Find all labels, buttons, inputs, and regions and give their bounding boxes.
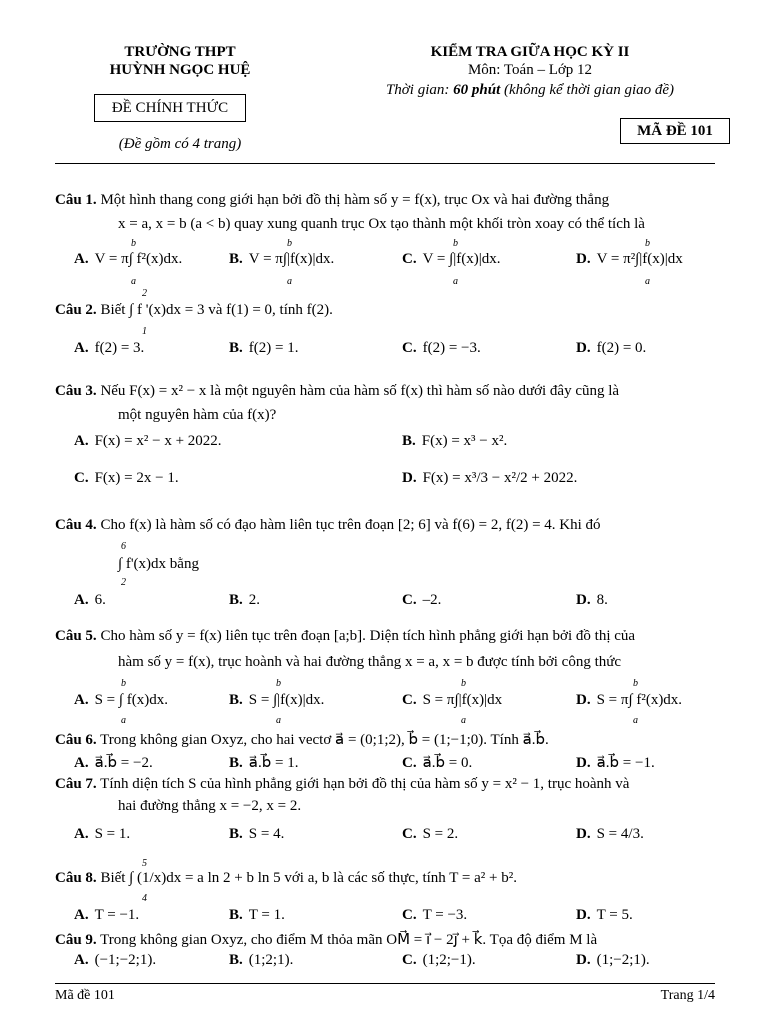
q5-d-upper-limit: b [633, 678, 638, 689]
question-2-label: Câu 2. [55, 302, 97, 318]
q2-option-a: A. f(2) = 3. [74, 340, 145, 356]
question-5 [55, 628, 635, 645]
q5-b-upper-limit: b [276, 678, 281, 689]
question-9-label: Câu 9. [55, 932, 97, 948]
question-7-text-line1: Tính diện tích S của hình phẳng giới hạn bởi đồ thị của hàm số y = x² − 1, trục hoành và [100, 776, 630, 792]
q3-option-b: B. F(x) = x³ − x². [402, 433, 508, 449]
question-6-text: Trong không gian Oxyz, cho hai vectơ a⃗ = (0;1;2), b⃗ = (1;−1;0). Tính a⃗.b⃗. [100, 732, 549, 748]
official-label: ĐỀ CHÍNH THỨC [111, 100, 229, 116]
q8-option-d: D. T = 5. [576, 907, 633, 923]
q5-option-b: B. S = ∫|f(x)|dx. [229, 692, 325, 708]
q8-option-b: B. T = 1. [229, 907, 285, 923]
question-8-text: Biết ∫ (1/x)dx = a ln 2 + b ln 5 với a, b là các số thực, tính T = a² + b². [100, 870, 517, 886]
q9-option-c: C. (1;2;−1). [402, 952, 476, 968]
question-7 [55, 776, 629, 793]
question-2-text: Biết ∫ f '(x)dx = 3 và f(1) = 0, tính f(2). [100, 302, 333, 318]
question-5-text-line2: hàm số y = f(x), trục hoành và hai đường thẳng x = a, x = b được tính bởi công thức [118, 654, 622, 670]
q9-option-b: B. (1;2;1). [229, 952, 294, 968]
q4-upper-limit: 6 [121, 541, 126, 552]
question-8-label: Câu 8. [55, 870, 97, 886]
q5-a-lower-limit: a [121, 715, 126, 726]
q8-lower-limit: 4 [142, 893, 147, 904]
q3-option-a: A. F(x) = x² − x + 2022. [74, 433, 222, 449]
exam-title: KIỂM TRA GIỮA HỌC KỲ II [430, 44, 630, 60]
time-prefix: Thời gian: [385, 82, 454, 98]
school-name-line2: HUỲNH NGỌC HUỆ [109, 62, 251, 78]
question-4 [55, 517, 601, 534]
q1-a-lower-limit: a [131, 276, 136, 287]
q4-option-d: D. 8. [576, 592, 608, 608]
q1-d-upper-limit: b [645, 238, 650, 249]
q1-c-lower-limit: a [453, 276, 458, 287]
question-1 [55, 192, 609, 209]
question-1-text-line1: Một hình thang cong giới hạn bởi đồ thị hàm số y = f(x), trục Ox và hai đường thẳng [100, 192, 610, 208]
question-9-text: Trong không gian Oxyz, cho điểm M thỏa mãn OM⃗ = i⃗ − 2j⃗ + k⃗. Tọa độ điểm M là [100, 932, 598, 948]
q1-option-a: A. V = π∫ f²(x)dx. [74, 251, 183, 267]
q2-option-d: D. f(2) = 0. [576, 340, 647, 356]
time-suffix: (không kể thời gian giao đề) [500, 82, 675, 98]
q6-option-c: C. a⃗.b⃗ = 0. [402, 755, 473, 771]
q7-option-a: A. S = 1. [74, 826, 131, 842]
q5-option-c: C. S = π∫|f(x)|dx [402, 692, 503, 708]
question-6-label: Câu 6. [55, 732, 97, 748]
q7-option-d: D. S = 4/3. [576, 826, 644, 842]
question-1-text-line2: x = a, x = b (a < b) quay xung quanh trục Ox tạo thành một khối tròn xoay có thể tích là [118, 216, 645, 232]
q5-option-a: A. S = ∫ f(x)dx. [74, 692, 168, 708]
q4-option-a: A. 6. [74, 592, 106, 608]
q9-option-a: A. (−1;−2;1). [74, 952, 157, 968]
q1-a-upper-limit: b [131, 238, 136, 249]
q6-option-b: B. a⃗.b⃗ = 1. [229, 755, 299, 771]
q1-b-upper-limit: b [287, 238, 292, 249]
question-1-label: Câu 1. [55, 192, 97, 208]
header-divider [55, 163, 715, 164]
question-9 [55, 930, 597, 949]
q5-b-lower-limit: a [276, 715, 281, 726]
q4-option-b: B. 2. [229, 592, 261, 608]
q8-option-a: A. T = −1. [74, 907, 140, 923]
q2-lower-limit: 1 [142, 326, 147, 337]
q1-b-lower-limit: a [287, 276, 292, 287]
q4-option-c: C. –2. [402, 592, 442, 608]
q1-option-d: D. V = π²∫|f(x)|dx [576, 251, 683, 267]
footer-divider [55, 983, 715, 984]
subject: Môn: Toán – Lớp 12 [467, 62, 593, 78]
q5-c-lower-limit: a [461, 715, 466, 726]
q3-option-c: C. F(x) = 2x − 1. [74, 470, 179, 486]
q8-upper-limit: 5 [142, 858, 147, 869]
question-5-text-line1: Cho hàm số y = f(x) liên tục trên đoạn [a;b]. Diện tích hình phẳng giới hạn bởi đồ thị của [100, 628, 636, 644]
q5-c-upper-limit: b [461, 678, 466, 689]
q4-lower-limit: 2 [121, 577, 126, 588]
question-2 [55, 302, 333, 319]
question-3-text-line1: Nếu F(x) = x² − x là một nguyên hàm của hàm số f(x) thì hàm số nào dưới đây cũng là [100, 383, 620, 399]
q6-option-d: D. a⃗.b⃗ = −1. [576, 755, 655, 771]
q1-option-c: C. V = ∫|f(x)|dx. [402, 251, 501, 267]
q1-c-upper-limit: b [453, 238, 458, 249]
q9-option-d: D. (1;−2;1). [576, 952, 650, 968]
q2-upper-limit: 2 [142, 288, 147, 299]
question-4-text-line2: ∫ f'(x)dx bằng [118, 556, 199, 572]
question-3 [55, 383, 619, 400]
q3-option-d: D. F(x) = x³/3 − x²/2 + 2022. [402, 470, 578, 486]
question-3-text-line2: một nguyên hàm của f(x)? [118, 407, 277, 423]
exam-code-box [620, 118, 730, 144]
q1-d-lower-limit: a [645, 276, 650, 287]
question-7-label: Câu 7. [55, 776, 97, 792]
question-8 [55, 870, 517, 887]
q2-option-c: C. f(2) = −3. [402, 340, 481, 356]
q5-d-lower-limit: a [633, 715, 638, 726]
q1-option-b: B. V = π∫|f(x)|dx. [229, 251, 335, 267]
footer-page-number: Trang 1/4 [660, 988, 715, 1003]
question-5-label: Câu 5. [55, 628, 97, 644]
q5-option-d: D. S = π∫ f²(x)dx. [576, 692, 683, 708]
question-3-label: Câu 3. [55, 383, 97, 399]
exam-code: MÃ ĐỀ 101 [637, 123, 713, 139]
q2-option-b: B. f(2) = 1. [229, 340, 299, 356]
school-name-line1: TRƯỜNG THPT [124, 44, 236, 60]
footer-exam-code: Mã đề 101 [55, 988, 115, 1003]
pages-note: (Đề gồm có 4 trang) [118, 136, 242, 152]
time-line [340, 82, 720, 99]
q8-option-c: C. T = −3. [402, 907, 468, 923]
question-4-text-line1: Cho f(x) là hàm số có đạo hàm liên tục trên đoạn [2; 6] và f(6) = 2, f(2) = 4. Khi đó [100, 517, 601, 533]
official-label-box [94, 94, 246, 122]
q5-a-upper-limit: b [121, 678, 126, 689]
q6-option-a: A. a⃗.b⃗ = −2. [74, 755, 153, 771]
q7-option-c: C. S = 2. [402, 826, 459, 842]
question-4-label: Câu 4. [55, 517, 97, 533]
time-value: 60 phút [453, 82, 501, 98]
question-7-text-line2: hai đường thẳng x = −2, x = 2. [118, 798, 302, 814]
q7-option-b: B. S = 4. [229, 826, 285, 842]
question-6 [55, 730, 549, 749]
